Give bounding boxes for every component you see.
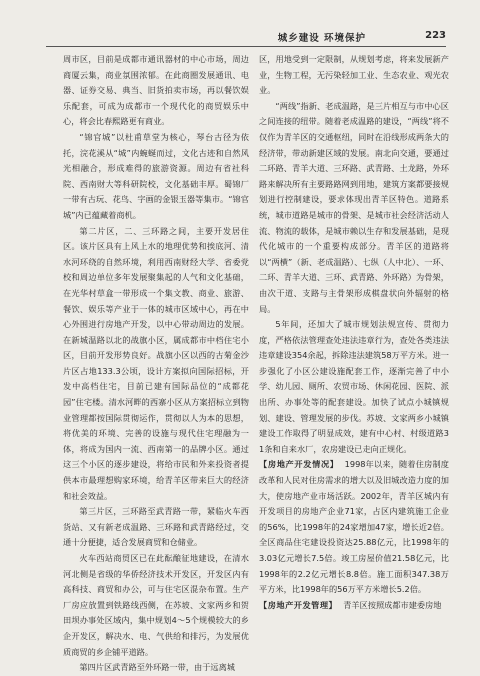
- page-number: 223: [425, 30, 446, 41]
- running-header: [46, 30, 446, 47]
- paragraph: 周市区，目前是成都市通讯器材的中心市场，周边商厦云集，商业氛围浓郁。在此商圈发展通讯、电器、证券交易、典当、旧货拍卖市场，再以餐饮娱乐配套，可成为成都市一个现代化的商贸娱乐中心，将会比春熙路更有商业。: [63, 54, 249, 127]
- section-text: 1998年以来，随着住房制度改革和人民对住房需求的增大以及旧城改造力度的加大，使房地产业市场活跃。2002年，青羊区城内有开发项目的房地产企业71家，占区内建筑施工企业的56%，比1998年的24家增加47家，增长近2倍。全区商品住宅建设投资达25.88亿元，比1998年的3.03亿元增长7.5倍。竣工房屋价值21.58亿元，比1998年的2.2亿元增长8.8倍。施工面积347.38万平方米，比1998年的56万平方米增长5.2倍。: [259, 459, 449, 595]
- paragraph: 第四片区武青路至外环路一带，由于远离城: [79, 662, 235, 673]
- section-paragraph: [259, 457, 449, 597]
- left-column: [63, 52, 249, 673]
- paragraph: 火车西站商贸区已在此酝酿征地建设，在清水河北侧是省级的华侨经济技术开发区，开发区内有高科技、商贸和办公，可与住宅区混杂布置。生产厂房应放置到铁路线西侧，在苏坡、文家两乡和贺田坝办事处区域内，集中规划4～5个规模较大的乡企开发区，解决水、电、气供给和排污，为发展优质商贸的乡企铺平道路。: [63, 553, 249, 657]
- paragraph: 第二片区，二、三环路之间，主要开发居住区。该片区具有上风上水的地理优势和挨底河、清水河环绕的自然环境，利用西南财经大学、省委党校和周边单位多年发展聚集起的人气和文化基础，在光华村草盒一带形成一个集文教、商业、旅游、餐饮、娱乐等产业于一体的城市区域中心，再在中心外围进行房地产开发，以中心带动周边的发展。在新城温路以北的战旗小区，属成都市中档住宅小区，目前开发形势良好。战旗小区以西的古菊金沙片区占地133.3公顷，设计方案拟向国际招标，开发中高档住宅，目前已建有国际品位的“成都花园”住宅楼。清水河畔的西寨小区从方案招标立到物业管理都按国际贯彻运作，贯彻以人为本的思想，将优美的环境、完善的设施与现代住宅理融为一体，将成为国内一流、西南第一的品牌小区。通过这三个小区的逐步建设，将给市民和外来投资者提供本市最理想购家环境，给青羊区带来巨大的经济和社会效益。: [63, 225, 249, 501]
- paragraph: “锦官城”以杜甫草堂为核心，琴台古径为依托，浣花溪从“城”内蜿蜒而过，文化古迹和自然风光相融合，形成难得的旅游资源。周边有省社科院、西南财大等科研院校，文化基础丰厚。蜀锦厂一带有古玩、花鸟、字画的金银玉器等集市。“锦官城”内已蕴藏着商机。: [63, 131, 249, 220]
- paragraph: 第三片区，三环路至武青路一带，紧临火车西货站、又有新老成温路、三环路和武青路经过，交通十分便捷，适合发展商贸和仓储业。: [63, 506, 249, 548]
- right-column: [259, 52, 449, 637]
- section-text: 青羊区按照成都市建委房地: [343, 599, 442, 610]
- section-heading: 【房地产开发情况】: [259, 459, 339, 470]
- paragraph: 区，用地受到一定限制，从规划考虑，将来发展新产业，生物工程，无污染轻加工业、生态农业、观光农业。: [259, 54, 449, 96]
- section-heading: 【房地产开发管理】: [259, 599, 338, 610]
- paragraph: 5年间，还加大了城市规划法规宣传、贯彻力度，严格依法管理查处违法违章行为，查处各类违法违章建设354余起，拆除违法建筑58万平方米。进一步强化了小区公建设施配套工作，逐渐完善了中小学、幼儿园、厕所、农贸市场、休闲花园、医院、派出所、办事处等的配套建设。加快了试点小城镇规划、建设、管理发展的步伐。苏坡、文家两乡小城镇建设工作取得了明显成效，建有中心村、村级道路31条和自来水厂，农房建设已走向正规化。: [259, 319, 449, 454]
- section-paragraph: [259, 598, 449, 614]
- paragraph: “两线”指新、老成温路，是三片相互与市中心区之间连接的纽带。随着老成温路的建设，“两线”将不仅作为青羊区的交通枢纽，同时在沿线形成两条大的经济带，带动新建区域的发展。南北向交通，要通过二环路、青羊大道、三环路、武青路、土龙路，外环路来解决所有主要路路网到用地，建筑方案都要接规划进行控制建设，要求体现出青羊区特色。道路系统，城市道路是城市的骨架、是城市社会经济活动人流、物流的载体，是城市赖以生存和发展基础，是现代化城市的一个重要构成部分。青羊区的道路将以“两横”（新、老成温路）、七纵（人中北）、一环、二环、青羊大道、三环、武青路、外环路）为骨架，由次干道、支路与主骨架形成棋盘状向外辐射的格局。: [259, 100, 449, 314]
- header-title: 城乡建设 环境保护: [277, 33, 366, 44]
